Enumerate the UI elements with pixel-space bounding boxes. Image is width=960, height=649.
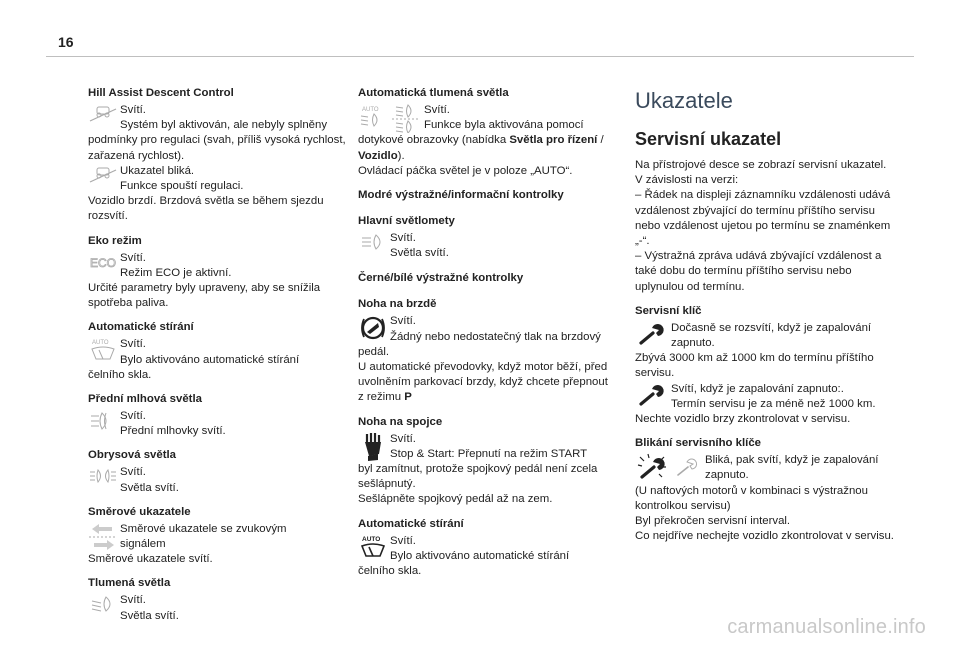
brake-continuation: pedál. xyxy=(358,345,390,358)
auto-wiper-icon xyxy=(88,337,118,367)
auto-headlights-label: AUTO xyxy=(362,107,379,113)
clutch-row xyxy=(358,432,616,462)
eco-line-1: Svítí. xyxy=(120,251,146,264)
main-beam-line-2: Světla svítí. xyxy=(390,247,449,260)
clutch-line-1: Svítí. xyxy=(390,432,416,445)
auto-dipped-row xyxy=(358,103,616,133)
dipped-row xyxy=(88,593,346,623)
column-middle xyxy=(358,86,616,579)
wiper-icon-label-2: AUTO xyxy=(362,535,381,543)
hill-continuation-2: Vozidlo brzdí. Brzdová světla se během sjezdu rozsvítí. xyxy=(88,195,324,223)
eco-icon xyxy=(88,251,118,281)
fog-row xyxy=(88,409,346,439)
fog-line-2: Přední mlhovky svítí. xyxy=(120,425,226,438)
clutch-continuation: byl zamítnut, protože spojkový pedál není zcela sešlápnutý. xyxy=(358,463,598,491)
brake-line-1: Svítí. xyxy=(390,315,416,328)
section-title-service-key: Servisní klíč xyxy=(635,304,702,317)
brake-continuation-2: U automatické převodovky, když motor běží, před uvolněním parkovací brzdy, když chcete přepnout z režimu P xyxy=(358,361,608,404)
hill-line-2: Systém byl aktivován, ale nebyly splněny xyxy=(120,119,328,132)
hill-line-1: Svítí. xyxy=(120,104,146,116)
blink-continuation-2: Byl překročen servisní interval. xyxy=(635,515,791,528)
front-fog-icon xyxy=(88,409,118,439)
hill-descent-icon xyxy=(88,103,118,133)
key-line-1: Dočasně se rozsvítí, když je zapalování xyxy=(671,321,872,334)
main-beam-line-1: Svítí. xyxy=(390,232,416,245)
hill-line-3: Ukazatel bliká. xyxy=(120,164,195,177)
hill-line-4: Funkce spouští regulaci. xyxy=(120,180,244,193)
auto-dipped-continuation: dotykové obrazovky (nabídka Světla pro řízení / Vozidlo). xyxy=(358,134,604,162)
wipers2-line-1: Svítí. xyxy=(390,534,416,547)
section-title-service: Servisní ukazatel xyxy=(635,129,782,149)
blinking-wrench-icon xyxy=(635,453,703,483)
service-item-1: – Řádek na displeji záznamníku vzdálenosti udává vzdálenost zbývající do termínu příštího servisu nebo vzdálenost ujetou po termínu se znaménkem „-“. xyxy=(635,189,891,248)
side-row xyxy=(88,465,346,495)
key-line-3: Svítí, když je zapalování zapnuto:. xyxy=(671,382,844,395)
main-beam-row xyxy=(358,231,616,261)
wrench-icon xyxy=(635,321,669,351)
hill-assist-row-on xyxy=(88,103,346,133)
section-title-side-lights: Obrysová světla xyxy=(88,449,177,462)
service-intro: Na přístrojové desce se zobrazí servisní ukazatel. V závislosti na verzi: xyxy=(635,159,887,187)
header-rule xyxy=(46,56,914,57)
heading-blue-warnings: Modré výstražné/informační kontrolky xyxy=(358,189,564,202)
indicators-line-2: signálem xyxy=(120,538,166,551)
auto-headlights-icon xyxy=(358,103,422,133)
eco-continuation: Určité parametry byly upraveny, aby se snížila spotřeba paliva. xyxy=(88,282,321,310)
side-line-2: Světla svítí. xyxy=(120,481,179,494)
side-line-1: Svítí. xyxy=(120,466,146,479)
hill-assist-row-blink xyxy=(88,164,346,194)
main-beam-icon xyxy=(358,231,388,261)
hill-descent-icon xyxy=(88,164,118,194)
key-line-2: zapnuto. xyxy=(671,337,715,350)
service-key-row-2 xyxy=(635,382,897,412)
section-title-blinking-key: Blikání servisního klíče xyxy=(635,437,761,450)
wipers-row-2 xyxy=(358,534,616,564)
blink-continuation: (U naftových motorů v kombinaci s výstražnou kontrolkou servisu) xyxy=(635,484,868,512)
dipped-line-2: Světla svítí. xyxy=(120,609,179,622)
section-title-clutch: Noha na spojce xyxy=(358,415,443,428)
heading-bw-warnings: Černé/bílé výstražné kontrolky xyxy=(358,272,524,285)
section-title-auto-wipers-2: Automatické stírání xyxy=(358,517,464,530)
wipers-row xyxy=(88,337,346,367)
wipers-continuation: čelního skla. xyxy=(88,368,152,381)
brake-line-2: Žádný nebo nedostatečný tlak na brzdový xyxy=(390,330,601,343)
eco-row xyxy=(88,251,346,281)
wipers-line-2: Bylo aktivováno automatické stírání xyxy=(120,353,300,366)
section-title-dipped: Tlumená světla xyxy=(88,577,171,590)
blink-line-1: Bliká, pak svítí, když je zapalování xyxy=(705,454,879,467)
wipers2-continuation: čelního skla. xyxy=(358,565,422,578)
indicators-line-1: Směrové ukazatele se zvukovým xyxy=(120,522,287,535)
brake-row xyxy=(358,314,616,344)
auto-dipped-line-1: Svítí. xyxy=(424,104,450,116)
service-key-row-1 xyxy=(635,321,897,351)
section-title-brake: Noha na brzdě xyxy=(358,298,437,311)
key-line-4: Termín servisu je za méně než 1000 km. xyxy=(671,397,876,410)
section-title-main-beam: Hlavní světlomety xyxy=(358,215,455,228)
eco-icon-label: ECO xyxy=(90,255,117,270)
dipped-line-1: Svítí. xyxy=(120,594,146,607)
column-right xyxy=(635,86,897,544)
key-continuation-2: Nechte vozidlo brzy zkontrolovat v servisu. xyxy=(635,413,851,426)
foot-on-brake-icon xyxy=(358,314,388,344)
wiper-icon-label: AUTO xyxy=(92,340,109,347)
hill-continuation: podmínky pro regulaci (svah, příliš vysoká rychlost, zařazená rychlost). xyxy=(88,134,346,162)
clutch-continuation-2: Sešlápněte spojkový pedál až na zem. xyxy=(358,493,553,506)
section-title-auto-dipped: Automatická tlumená světla xyxy=(358,87,509,99)
blink-continuation-3: Co nejdříve nechejte vozidlo zkontrolovat v servisu. xyxy=(635,530,894,543)
column-left xyxy=(88,86,346,624)
wipers-line-1: Svítí. xyxy=(120,338,146,351)
dipped-beam-icon xyxy=(88,593,118,623)
blink-line-2: zapnuto. xyxy=(705,469,749,482)
section-title-front-fog: Přední mlhová světla xyxy=(88,393,202,406)
foot-on-clutch-icon xyxy=(358,432,388,462)
auto-wiper-icon xyxy=(358,534,388,564)
clutch-line-2: Stop & Start: Přepnutí na režim START xyxy=(390,447,588,460)
side-lights-icon xyxy=(88,465,118,495)
indicators-continuation: Směrové ukazatele svítí. xyxy=(88,553,213,566)
auto-dipped-line-2: Funkce byla aktivována pomocí xyxy=(424,119,584,132)
blink-row xyxy=(635,453,897,483)
turn-indicator-icon xyxy=(88,522,118,552)
section-title-indicators: Směrové ukazatele xyxy=(88,505,191,518)
service-item-2: – Výstražná zpráva udává zbývající vzdálenost a také dobu do termínu příštího servisu nebo uplynulou od termínu. xyxy=(635,250,882,293)
chapter-title: Ukazatele xyxy=(635,88,733,113)
fog-line-1: Svítí. xyxy=(120,410,146,423)
section-title-hill-assist: Hill Assist Descent Control xyxy=(88,87,234,99)
page-number: 16 xyxy=(58,34,74,50)
wipers2-line-2: Bylo aktivováno automatické stírání xyxy=(390,549,570,562)
auto-dipped-continuation-2: Ovládací páčka světel je v poloze „AUTO“. xyxy=(358,164,573,177)
section-title-auto-wipers: Automatické stírání xyxy=(88,321,194,334)
indicators-row xyxy=(88,522,346,552)
section-title-eco: Eko režim xyxy=(88,234,142,247)
key-continuation: Zbývá 3000 km až 1000 km do termínu příštího servisu. xyxy=(635,352,874,380)
wrench-icon xyxy=(635,382,669,412)
watermark: carmanualsonline.info xyxy=(727,616,926,638)
eco-line-2: Režim ECO je aktivní. xyxy=(120,266,232,279)
